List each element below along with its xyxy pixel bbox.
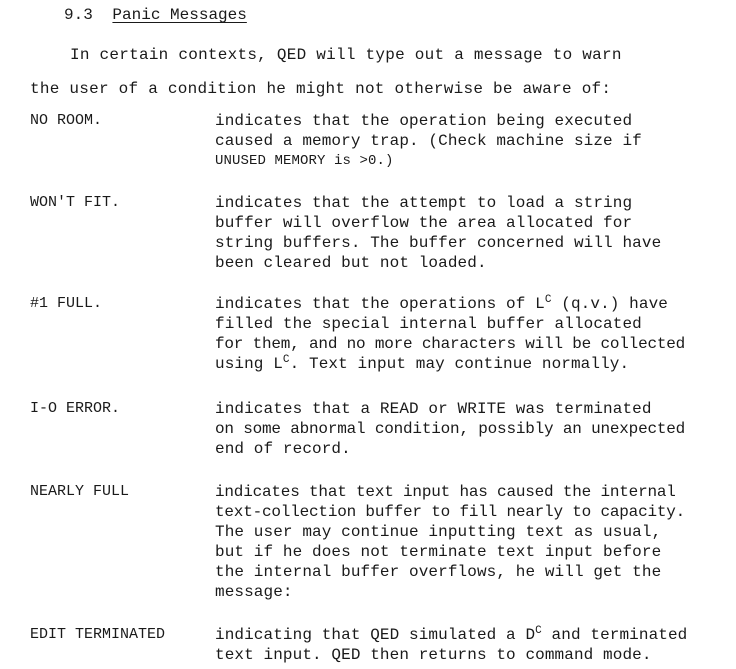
message-description [215,482,735,602]
intro-line-1: In certain contexts, QED will type out a message to warn [70,46,622,64]
description-line: filled the special internal buffer allocated [215,315,642,333]
section-number: 9.3 [64,6,93,24]
intro-line-2: the user of a condition he might not otherwise be aware of: [30,80,612,98]
message-term: EDIT TERMINATED [30,626,166,643]
description-text: (q.v.) have [551,295,668,313]
description-line: but if he does not terminate text input before [215,543,662,561]
description-line: buffer will overflow the area allocated for [215,214,633,232]
message-term: I-O ERROR. [30,400,121,417]
description-line: indicates that the attempt to load a string [215,194,633,212]
superscript: C [544,294,552,306]
description-line: end of record. [215,440,351,458]
description-line: UNUSED MEMORY is >0.) [215,153,394,169]
message-term: NO ROOM. [30,112,103,129]
message-description [215,111,735,171]
description-line: string buffers. The buffer concerned will have [215,234,662,252]
description-line: been cleared but not loaded. [215,254,487,272]
section-heading [64,5,247,25]
message-description [215,294,735,374]
superscript: C [535,625,542,637]
description-line: The user may continue inputting text as usual, [215,523,662,541]
description-line: message: [215,583,293,601]
message-description [215,193,735,273]
description-line: indicates that a READ or WRITE was terminated [215,400,652,418]
description-line: indicates that the operation being executed [215,112,633,130]
description-line: caused a memory trap. (Check machine size if [215,132,642,150]
message-term: #1 FULL. [30,295,103,312]
description-text: . Text input may continue normally. [289,355,630,373]
description-line [215,294,735,314]
description-line: text input. QED then returns to command mode. [215,646,652,664]
description-line [215,625,735,645]
description-line [215,354,735,374]
message-term: NEARLY FULL [30,483,130,500]
description-line: the internal buffer overflows, he will get the [215,563,662,581]
description-line: indicates that text input has caused the internal [215,483,676,501]
superscript: C [282,354,290,366]
description-line: on some abnormal condition, possibly an unexpected [215,420,686,438]
description-line: for them, and no more characters will be collected [215,335,686,353]
message-description [215,625,735,665]
description-text: indicates that the operations of L [215,295,545,313]
message-term: WON'T FIT. [30,194,121,211]
description-text: using L [215,355,283,373]
description-text: indicating that QED simulated a D [215,626,536,644]
message-description [215,399,735,459]
section-title: Panic Messages [112,6,247,24]
description-text: and terminated [541,626,688,644]
description-line: text-collection buffer to fill nearly to capacity. [215,503,686,521]
